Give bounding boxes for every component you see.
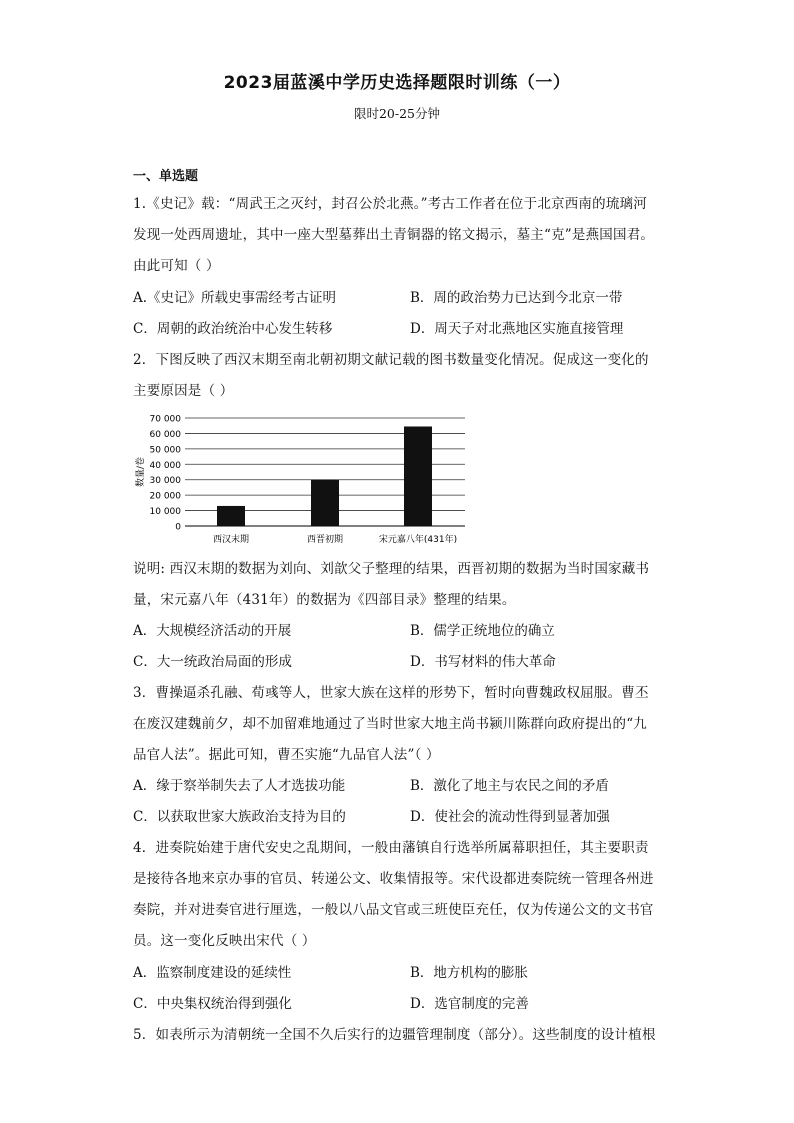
q4-line-4: 员。这一变化反映出宋代（ ） bbox=[133, 933, 316, 949]
q4-option-b: B．地方机构的膨胀 bbox=[410, 965, 528, 981]
category-label: 西晋初期 bbox=[306, 535, 344, 545]
time-limit: 限时20-25分钟 bbox=[353, 106, 441, 121]
q2-option-d: D．书写材料的伟大革命 bbox=[410, 654, 556, 670]
y-tick-label: 0 bbox=[175, 522, 181, 533]
bar-1 bbox=[217, 506, 245, 526]
q3-line-3: 品官人法”。据此可知，曹丕实施“九品官人法”（ ） bbox=[133, 747, 440, 763]
q3-line-2: 在废汉建魏前夕，却不加留难地通过了当时世家大地主尚书颍川陈群向政府提出的“九 bbox=[133, 716, 648, 732]
q2-option-a: A．大规模经济活动的开展 bbox=[133, 623, 292, 639]
q4-line-1: 4．进奏院始建于唐代安史之乱期间，一般由藩镇自行选举所属幕职担任，其主要职责 bbox=[133, 840, 649, 856]
y-tick-label: 10 000 bbox=[149, 507, 181, 518]
y-axis-label: 数量/卷 bbox=[136, 456, 146, 488]
q1-option-c: C．周朝的政治统治中心发生转移 bbox=[133, 321, 333, 337]
q4-option-c: C．中央集权统治得到强化 bbox=[133, 996, 292, 1012]
q1-option-d: D．周天子对北燕地区实施直接管理 bbox=[410, 321, 624, 337]
y-tick-label: 70 000 bbox=[149, 414, 181, 425]
y-tick-label: 40 000 bbox=[149, 460, 181, 471]
y-tick-label: 30 000 bbox=[149, 476, 181, 487]
bar-2 bbox=[311, 480, 339, 526]
category-label: 宋元嘉八年(431年) bbox=[378, 535, 458, 545]
bar-3 bbox=[404, 426, 432, 526]
y-tick-label: 50 000 bbox=[149, 445, 181, 456]
q3-option-d: D．使社会的流动性得到显著加强 bbox=[410, 809, 610, 825]
q3-option-a: A．缘于察举制失去了人才选拔功能 bbox=[133, 778, 346, 794]
y-tick-label: 20 000 bbox=[149, 491, 181, 502]
q4-line-2: 是接待各地来京办事的官员、转递公文、收集情报等。宋代设都进奏院统一管理各州进 bbox=[133, 871, 654, 887]
q1-line-1: 1.《史记》载：“周武王之灭纣，封召公於北燕。”考古工作者在位于北京西南的琉璃河 bbox=[133, 196, 647, 212]
q3-line-1: 3．曹操逼杀孔融、荀彧等人，世家大族在这样的形势下，暂时向曹魏政权屈服。曹丕 bbox=[133, 685, 649, 701]
q2-line-2: 主要原因是（ ） bbox=[133, 383, 234, 399]
q2-option-c: C．大一统政治局面的形成 bbox=[133, 654, 292, 670]
y-tick-label: 60 000 bbox=[149, 429, 181, 440]
q3-option-b: B．激化了地主与农民之间的矛盾 bbox=[410, 778, 609, 794]
q2-note-line-1: 说明: 西汉末期的数据为刘向、刘歆父子整理的结果，西晋初期的数据为当时国家藏书 bbox=[133, 561, 650, 577]
category-label: 西汉末期 bbox=[212, 535, 250, 545]
q2-option-b: B．儒学正统地位的确立 bbox=[410, 623, 555, 639]
section-heading: 一、单选题 bbox=[133, 169, 199, 184]
book-count-bar-chart bbox=[133, 408, 483, 548]
q4-option-a: A．监察制度建设的延续性 bbox=[133, 965, 292, 981]
q1-option-a: A.《史记》所载史事需经考古证明 bbox=[133, 290, 337, 306]
q1-line-2: 发现一处西周遗址，其中一座大型墓葬出土青铜器的铭文揭示，墓主“克”是燕国国君。 bbox=[133, 227, 655, 243]
page-title: 2023届蓝溪中学历史选择题限时训练（一） bbox=[223, 73, 571, 93]
q2-note-line-2: 量，宋元嘉八年（431年）的数据为《四部目录》整理的结果。 bbox=[133, 592, 516, 608]
q4-line-3: 奏院，并对进奏官进行厘选，一般以八品文官或三班使臣充任，仅为传递公文的文书官 bbox=[133, 902, 654, 918]
q3-option-c: C．以获取世家大族政治支持为目的 bbox=[133, 809, 346, 825]
q4-option-d: D．选官制度的完善 bbox=[410, 996, 529, 1012]
q1-line-3: 由此可知（ ） bbox=[133, 258, 220, 274]
q1-option-b: B．周的政治势力已达到今北京一带 bbox=[410, 290, 623, 306]
q5-line-1: 5．如表所示为清朝统一全国不久后实行的边疆管理制度（部分）。这些制度的设计植根 bbox=[133, 1027, 656, 1043]
q2-line-1: 2．下图反映了西汉末期至南北朝初期文献记载的图书数量变化情况。促成这一变化的 bbox=[133, 352, 649, 368]
